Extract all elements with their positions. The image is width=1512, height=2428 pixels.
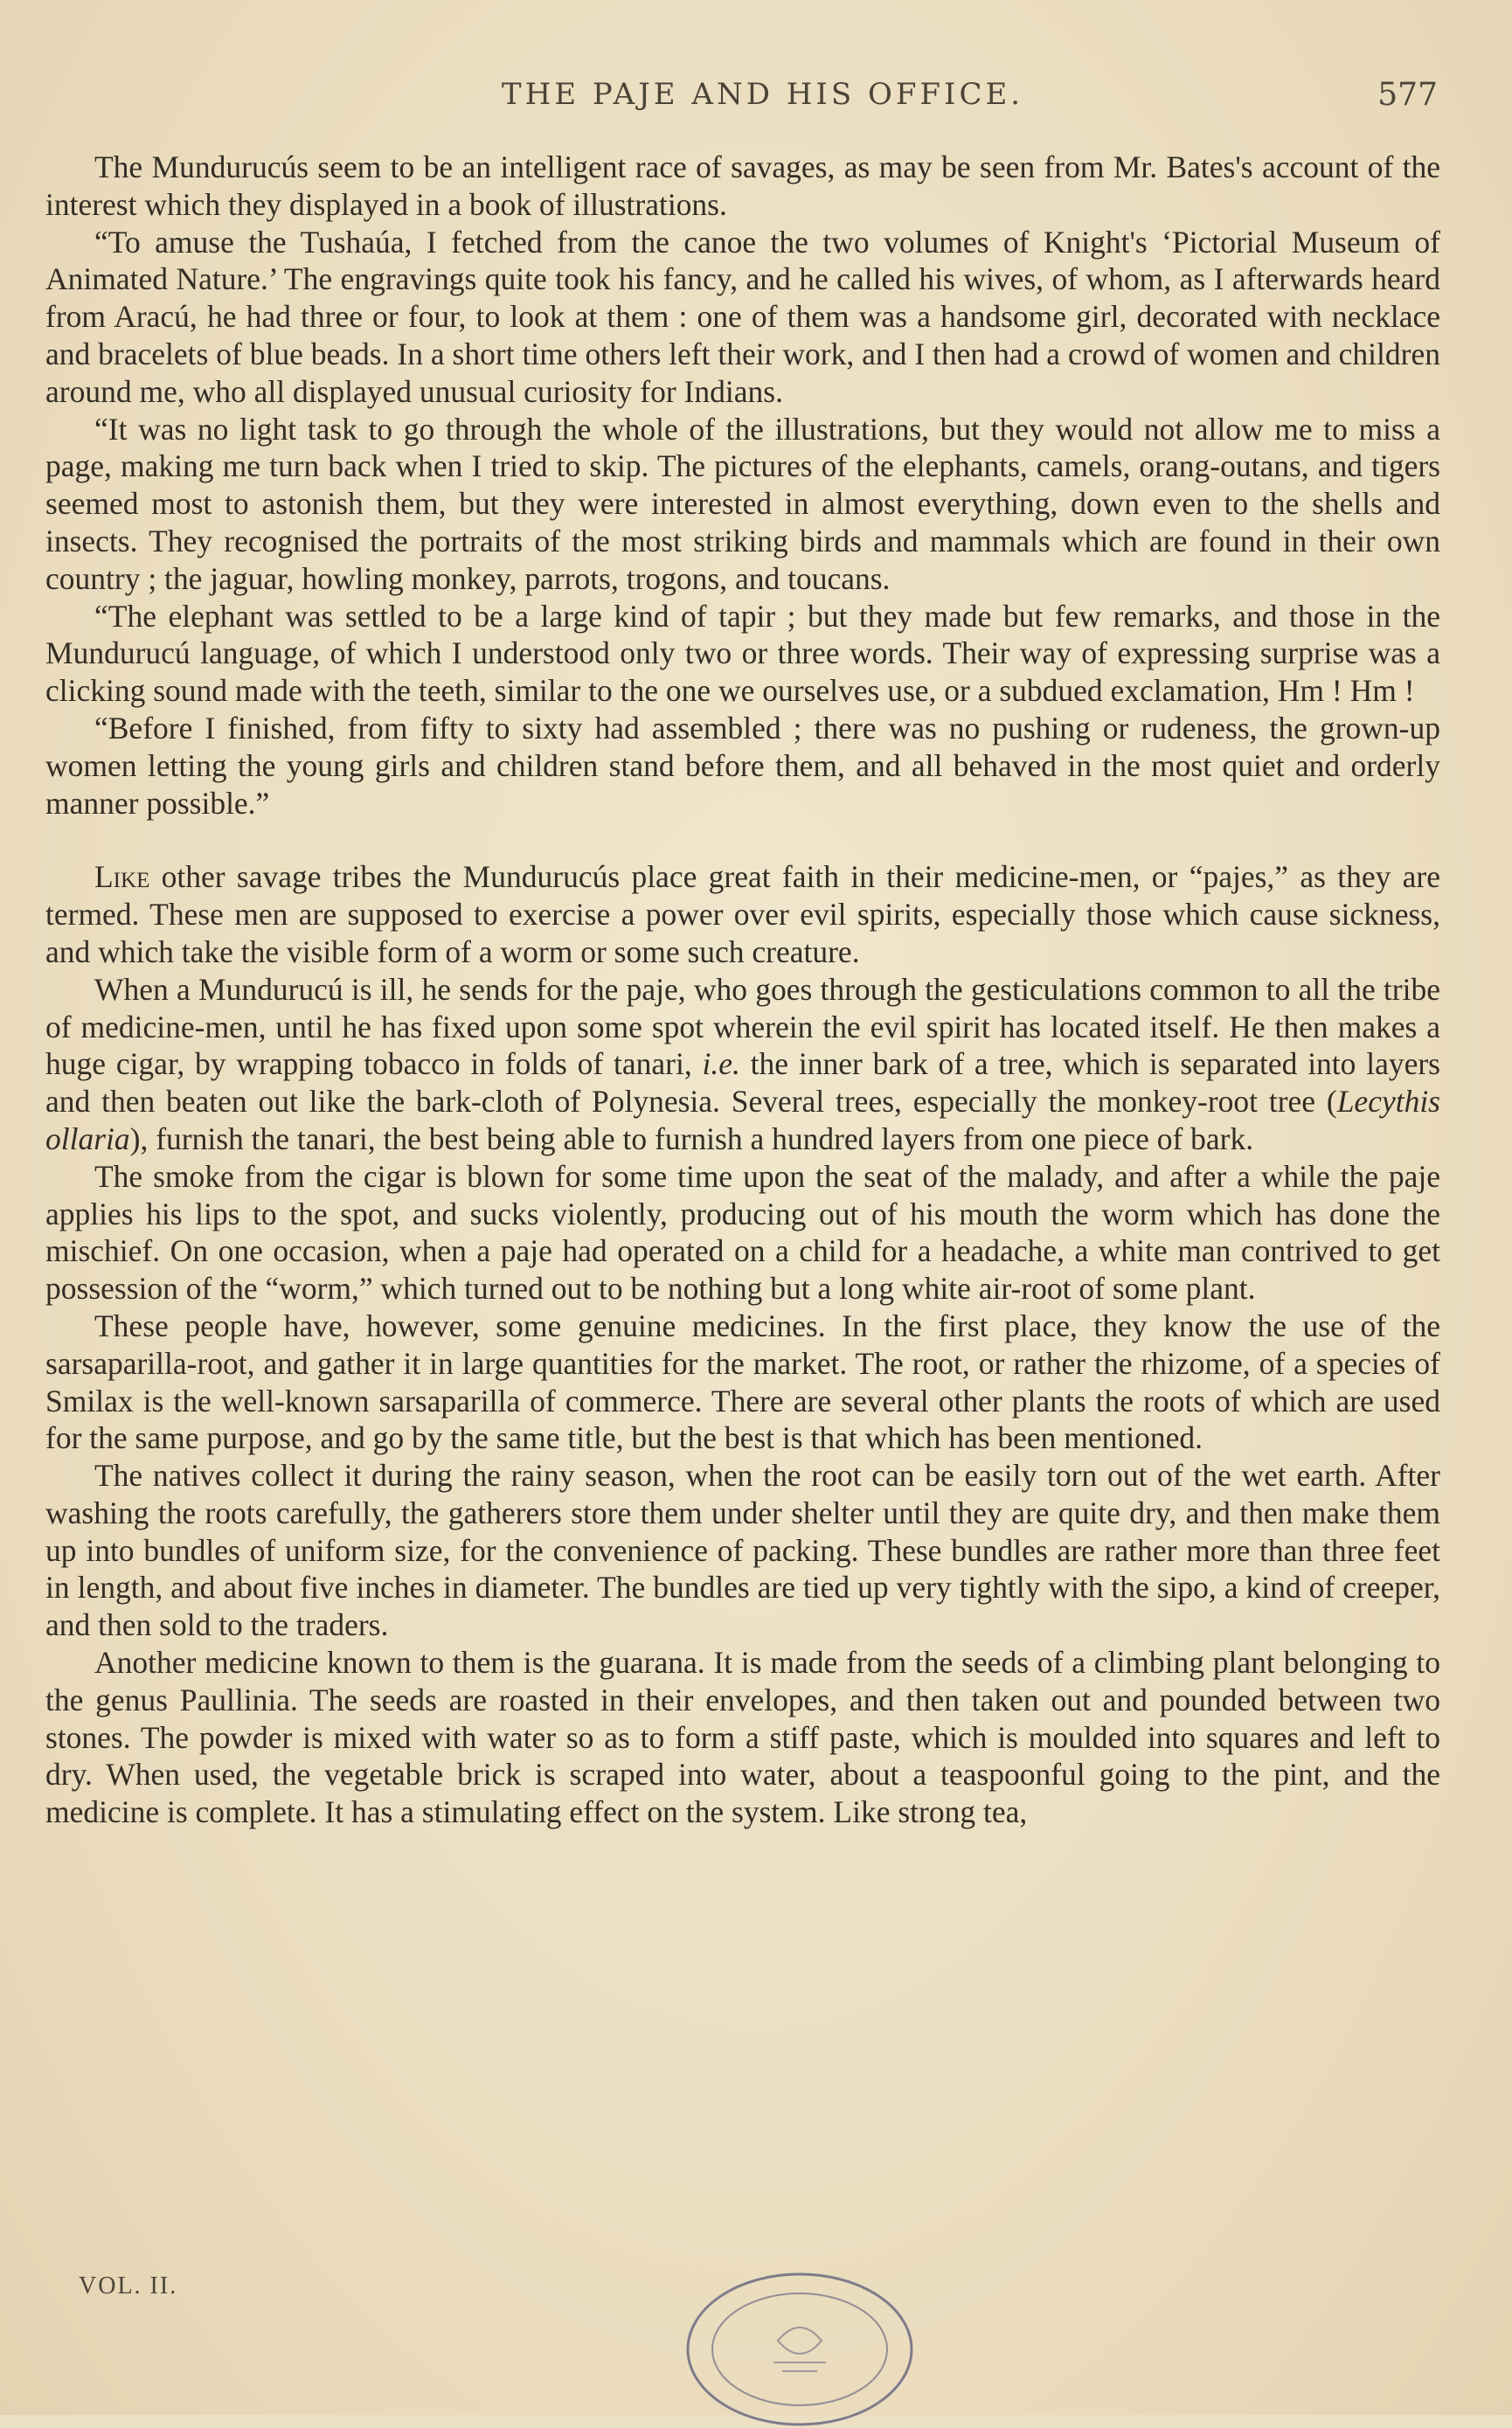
paragraph: Another medicine known to them is the guarana. It is made from the seeds of a climbing plant belonging to the genus Paullinia. The seeds are roasted in their envelopes, and then taken out and pounded between two stones. The powder is mixed with water so as to form a stiff paste, which is moulded into squares and left to dry. When used, the vegetable brick is scraped into water, about a teaspoonful going to the pint, and the medicine is complete. It has a stimulating effect on the system. Like strong tea, — [45, 1645, 1440, 1830]
lead-word: Like — [94, 859, 150, 895]
paragraph: These people have, however, some genuine medicines. In the first place, they know the use of the sarsaparilla-root, and gather it in large quantities for the market. The root, or rather the rhizome, of a species of Smilax is the well-known sarsaparilla of commerce. There are several other plants the roots of which are used for the same purpose, and go by the same title, but the best is that which has been mentioned. — [45, 1308, 1440, 1456]
paragraph: “The elephant was settled to be a large kind of tapir ; but they made but few remarks, and those in the Mundurucú language, of which I understood only two or three words. Their way of expressing surprise was a clicking sound made with the teeth, similar to the one we ourselves use, or a subdued exclamation, Hm ! Hm ! — [45, 598, 1440, 709]
paragraph: The natives collect it during the rainy season, when the root can be easily torn out of the wet earth. After washing the roots carefully, the gatherers store them under shelter until they are quite dry, and then make them up into bundles of uniform size, for the convenience of packing. These bundles are rather more than three feet in length, and about five inches in diameter. The bundles are tied up very tightly with the sipo, a kind of creeper, and then sold to the traders. — [45, 1458, 1440, 1643]
page-number: 577 — [1377, 77, 1438, 113]
paragraph: The Mundurucús seem to be an intelligent race of savages, as may be seen from Mr. Bates's account of the interest which they displayed in a book of illustrations. — [45, 149, 1440, 222]
text-run: When a Mundurucú is ill, he sends for the paje, who goes through the gesticulations common to all the tribe of medicine-men, until he has fixed upon some spot wherein the evil spirit has located itself. He then makes a huge cigar, by wrapping tobacco in folds of tanari, — [45, 971, 1440, 1082]
section-lead-paragraph — [45, 858, 1440, 970]
page-header — [87, 77, 1438, 121]
volume-signature: VOL. II. — [79, 2272, 178, 2300]
paragraph: The smoke from the cigar is blown for some time upon the seat of the malady, and after a while the paje applies his lips to the spot, and sucks violently, producing out of his mouth the worm which has done the mischief. On one occasion, when a paje had operated on a child for a headache, a white man contrived to get possession of the “worm,” which turned out to be nothing but a long white air-root of some plant. — [45, 1158, 1440, 1307]
body-text — [45, 149, 1440, 1831]
paragraph: “It was no light task to go through the whole of the illustrations, but they would not allow me to miss a page, making me turn back when I tried to skip. The pictures of the elephants, camels, orang-outans, and tigers seemed most to astonish them, but they were interested in almost everything, down even to the shells and insects. They recognised the portraits of the most striking birds and mammals which are found in their own country ; the jaguar, howling monkey, parrots, trogons, and toucans. — [45, 411, 1440, 596]
running-head: THE PAJE AND HIS OFFICE. — [501, 77, 1024, 112]
text-run: the inner bark of a tree, which is separated into layers and then beaten out like the bark-cloth of Polynesia. Several trees, especially the monkey-root tree ( — [45, 1046, 1440, 1120]
paragraph: “To amuse the Tushaúa, I fetched from the canoe the two volumes of Knight's ‘Pictorial Museum of Animated Nature.’ The engravings quite took his fancy, and he called his wives, of whom, as I afterwards heard from Aracú, he had three or four, to look at them : one of them was a handsome girl, decorated with necklace and bracelets of blue beads. In a short time others left their work, and I then had a crowd of women and children around me, who all displayed unusual curiosity for Indians. — [45, 224, 1440, 409]
section-gap — [45, 822, 1440, 858]
latin-name: Lecythis ollaria — [45, 1084, 1440, 1156]
lead-paragraph-rest: other savage tribes the Mundurucús place great faith in their medicine-men, or “pajes,” as they are termed. These men are supposed to exercise a power over evil spirits, especially those which cause sickness, and which take the visible form of a worm or some such creature. — [45, 859, 1440, 969]
italic-abbrev: i.e. — [702, 1046, 740, 1082]
paragraph — [45, 971, 1440, 1158]
paragraph: “Before I finished, from fifty to sixty had assembled ; there was no pushing or rudeness, the grown-up women letting the young girls and children stand before them, and all behaved in the most quiet and orderly manner possible.” — [45, 710, 1440, 821]
text-run: ), furnish the tanari, the best being able to furnish a hundred layers from one piece of bark. — [129, 1120, 1254, 1156]
museum-stamp — [673, 2262, 926, 2428]
